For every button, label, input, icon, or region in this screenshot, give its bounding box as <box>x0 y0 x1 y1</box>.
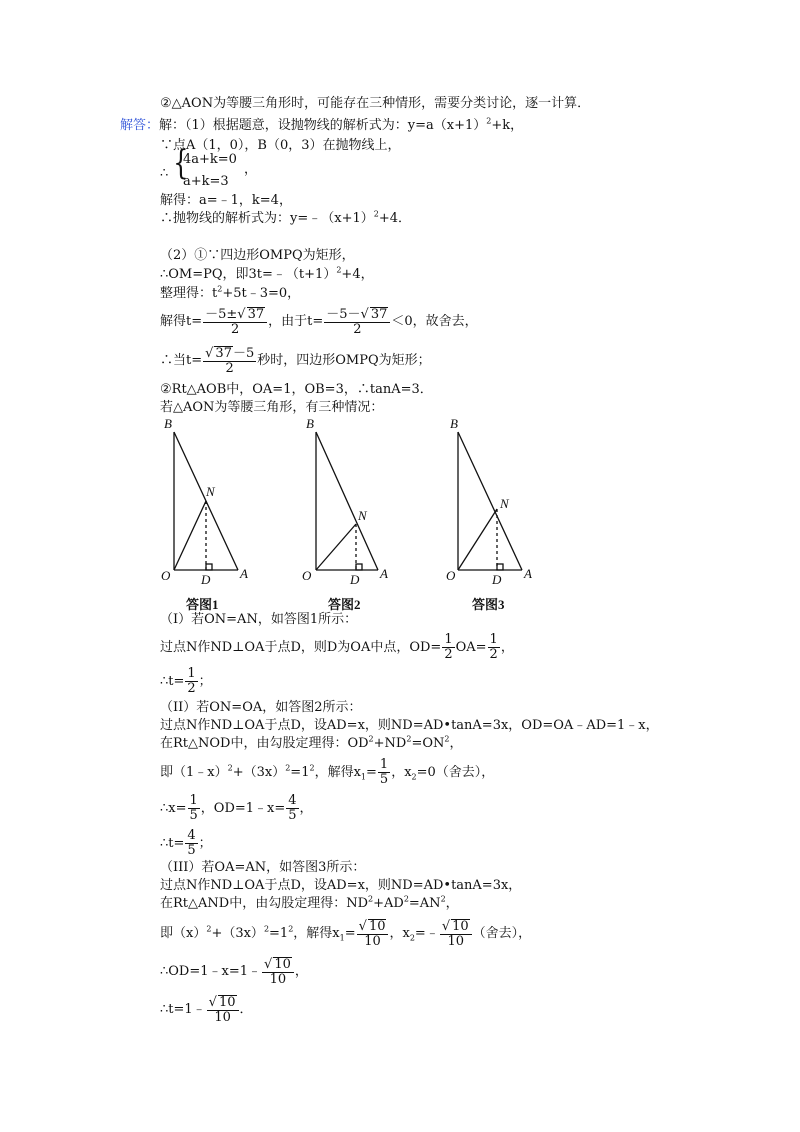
fraction-t-half: $\frac{1}{2}$ <box>187 666 196 696</box>
case2-line-1: （II）若ON=OA，如答图2所示： <box>160 700 362 715</box>
equation-comma: ， <box>244 162 258 177</box>
fraction-half-b: $\frac{1}{2}$ <box>489 632 498 662</box>
case2-line-2: 过点N作ND⊥OA于点D，设AD=x，则ND=AD•tanA=3x，OD=OA﹣AD=1﹣x， <box>160 718 659 733</box>
fraction-x1: $\frac{1}{5}$ <box>379 757 389 787</box>
figure-1-caption: 答图1 <box>186 597 219 612</box>
part2-line-1: （2）①∵四边形OMPQ为矩形， <box>160 248 355 263</box>
case3-line-4: 即$(x)^2+(3x)^2=1^2$，解得$x_1=$ $\frac{√ 10}{10}$ ，$x_2=﹣$ $\frac{√ 10}{10}$ （舍去）， <box>160 918 532 949</box>
fig2-label-O: O <box>302 568 312 583</box>
fig2-label-A: A <box>380 566 388 581</box>
brace-glyph: { <box>173 143 189 183</box>
case1-line-1: （I）若ON=AN，如答图1所示： <box>160 612 358 627</box>
case2-line-3: 在Rt△NOD中，由勾股定理得：$OD^2+ND^2=ON^2$， <box>160 734 463 751</box>
case1-line-2: 过点N作ND⊥OA于点D，则D为OA中点，OD= $\frac{1}{2}$ OA= $\frac{1}{2}$ ， <box>160 632 514 662</box>
part2-line-2: ∴OM=PQ，即$3t=﹣(t+1)^2+4$， <box>160 265 374 282</box>
case2-line-5: ∴x= $\frac{1}{5}$ ，OD=1﹣x= $\frac{4}{5}$ ， <box>160 793 313 823</box>
part2-line-3: 整理得：$t^2+5t﹣3=0$， <box>160 284 301 301</box>
fig1-label-A: A <box>240 566 248 581</box>
case3-line-6: ∴t=1﹣ $\frac{√ 10}{10}$ ． <box>160 994 253 1025</box>
figures-panel <box>150 412 570 617</box>
figure-2 <box>316 432 378 570</box>
points-line: ∵点A（1，0），B（0，3）在抛物线上， <box>160 138 401 153</box>
intro-line: ②△AON为等腰三角形时，可能存在三种情形，需要分类讨论，逐一计算． <box>160 96 591 111</box>
figure-3 <box>458 432 522 570</box>
figure-2-caption: 答图2 <box>328 597 361 612</box>
part2b-line-2: 若△AON为等腰三角形，有三种情况： <box>160 400 384 415</box>
fraction-od-four-fifths: $\frac{4}{5}$ <box>288 793 297 823</box>
fig3-label-A: A <box>524 566 532 581</box>
fraction-t-root10: $\frac{√ 10}{10}$ <box>207 995 239 1025</box>
fig1-label-D: D <box>201 572 211 587</box>
fraction-t-negative: $\frac{-5-√ 37}{2}$ <box>324 307 390 337</box>
fraction-x-fifth: $\frac{1}{5}$ <box>189 793 198 823</box>
fig3-label-B: B <box>450 416 458 431</box>
part2-line-5: ∴当t= $\frac{√ 37-5}{2}$ 秒时，四边形OMPQ为矩形； <box>160 345 431 376</box>
fraction-t-four-fifths: $\frac{4}{5}$ <box>187 828 196 858</box>
parabola-result: ∴抛物线的解析式为：$y=﹣(x+1)^2+4$． <box>160 209 411 226</box>
part2-line-4: 解得t= $\frac{-5\pm√ 37}{2}$ ，由于t= $\frac{-5-√ 37}{2}$ ＜0，故舍去， <box>160 306 478 337</box>
solution-line-1: 解答：解：（1）根据题意，设抛物线的解析式为：$y=a(x+1)^2+k$， <box>120 116 524 133</box>
solve-line: 解得：a=﹣1，k=4， <box>160 193 292 208</box>
case1-line-3: ∴t= $\frac{1}{2}$ ； <box>160 666 212 696</box>
fig3-label-D: D <box>492 572 502 587</box>
case3-line-2: 过点N作ND⊥OA于点D，设AD=x，则ND=AD•tanA=3x， <box>160 878 522 893</box>
case3-line-5: ∴OD=1﹣x=1﹣ $\frac{√ 10}{10}$ ， <box>160 956 308 987</box>
therefore-symbol: ∴ <box>160 166 169 181</box>
fig1-label-O: O <box>161 568 171 583</box>
fig3-label-N: N <box>500 496 509 511</box>
fraction-half-a: $\frac{1}{2}$ <box>444 632 453 662</box>
fraction-t-roots: $\frac{-5\pm√ 37}{2}$ <box>203 307 267 337</box>
equation-2: a+k=3 <box>183 174 229 189</box>
case3-line-3: 在Rt△AND中，由勾股定理得：$ND^2+AD^2=AN^2$， <box>160 894 459 911</box>
figure-3-caption: 答图3 <box>472 597 505 612</box>
fraction-x1-root10: $\frac{√ 10}{10}$ <box>357 919 389 949</box>
fig2-label-B: B <box>306 416 314 431</box>
case3-line-1: （III）若OA=AN，如答图3所示： <box>160 860 366 875</box>
part2b-line-1: ②Rt△AOB中，OA=1，OB=3，∴tanA=3． <box>160 382 433 397</box>
fraction-x2-root10: $\frac{√ 10}{10}$ <box>440 919 472 949</box>
equation-1: 4a+k=0 <box>183 152 237 167</box>
fig2-label-D: D <box>350 572 360 587</box>
case2-line-6: ∴t= $\frac{4}{5}$ ； <box>160 828 212 858</box>
answer-label: 解答： <box>120 118 160 133</box>
fraction-od-root10: $\frac{√ 10}{10}$ <box>262 957 294 987</box>
fig2-label-N: N <box>358 508 367 523</box>
fig1-label-B: B <box>164 416 172 431</box>
fig3-label-O: O <box>446 568 456 583</box>
fig1-label-N: N <box>206 484 215 499</box>
fraction-t-time: $\frac{√ 37-5}{2}$ <box>205 345 255 376</box>
figure-1 <box>174 432 238 570</box>
case2-line-4: 即$(1﹣x)^2+(3x)^2=1^2$，解得$x_1=$ $\frac{1}{5}$ ，$x_2=0$（舍去）， <box>160 757 495 787</box>
